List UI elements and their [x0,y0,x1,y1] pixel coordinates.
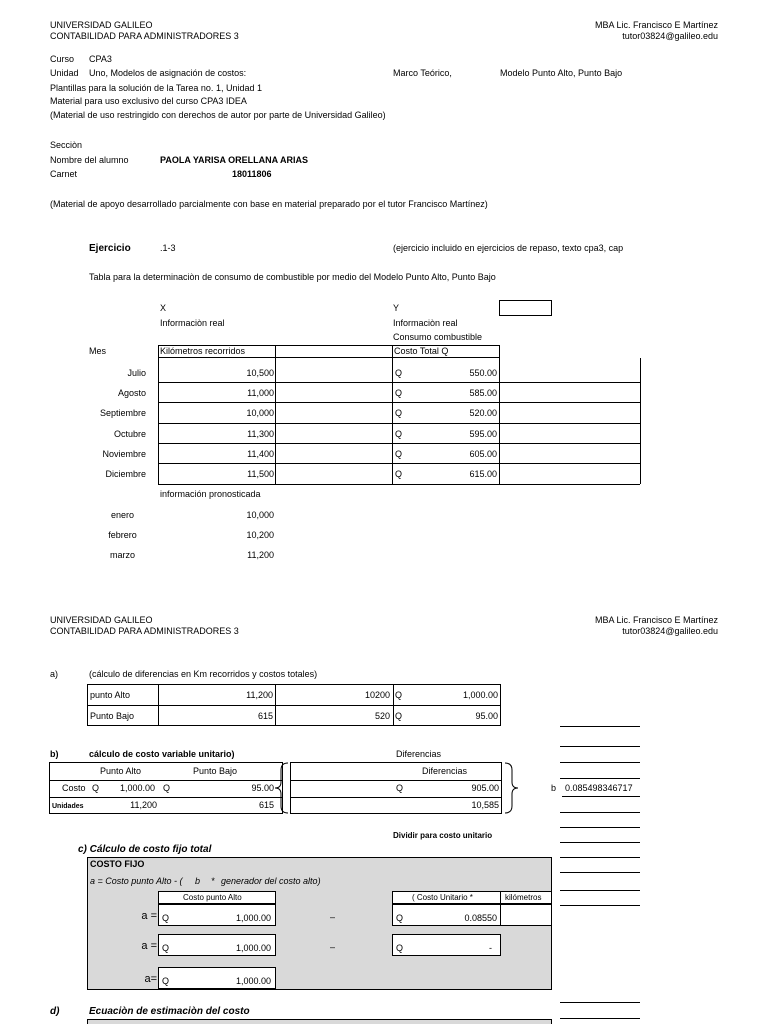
blank-line [560,746,640,747]
pronostico-label: información pronosticada [160,489,261,499]
unidad-value: Uno, Modelos de asignación de costos: [89,68,247,78]
costo-alto-value: 1,000.00 [235,913,271,923]
row-q: Q [395,469,403,479]
blank-line [560,890,640,891]
formula-star: * [211,876,215,886]
b-label: b [551,783,557,793]
empty-cell[interactable] [499,300,552,316]
a-row-q: Q [395,711,403,721]
section-d-panel [87,1019,552,1024]
a-row-q: Q [395,690,403,700]
row-km: 11,300 [247,429,274,439]
y-info: Informaciòn real [393,318,458,328]
section-d-title: Ecuaciòn de estimaciòn del costo [89,1006,250,1017]
section-b-title: cálculo de costo variable unitario) [89,749,235,759]
pron-km: 10,200 [246,530,274,540]
grid-line [392,358,393,484]
a-row-v2: 520 [374,711,390,721]
unid-bajo: 615 [258,800,274,810]
left-brace-icon [274,762,290,814]
unit-value: - [489,943,492,953]
empty-header-cell [275,345,393,358]
minus-sign: – [330,912,336,922]
y-label: Y [393,303,400,313]
row-mes: Julio [127,368,146,378]
q-symbol: Q [396,913,404,923]
b-value: 0.085498346717 [565,783,633,793]
row-mes: Diciembre [105,469,146,479]
course-title: CONTABILIDAD PARA ADMINISTRADORES 3 [50,31,239,41]
col-km: kilómetros [505,893,542,902]
grid-line [49,780,283,781]
diferencias-label: Diferencias [396,749,442,759]
costo-alto-value: 1,000.00 [235,976,271,986]
col-costo-unit: ( Costo Unitario * [412,893,473,902]
pron-mes: febrero [108,530,137,540]
tutor-email: tutor03824@galileo.edu [622,31,718,41]
minus-sign: – [330,942,336,952]
tutor-name-2: MBA Lic. Francisco E Martínez [594,615,718,625]
a-equals: a = [141,940,157,952]
row-mes: Agosto [117,388,146,398]
blank-line [560,1002,640,1003]
row-costo: 595.00 [469,429,497,439]
grid-line [87,705,501,706]
grid-line [158,484,640,485]
plantillas: Plantillas para la solución de la Tarea no. 1, Unidad 1 [50,83,262,93]
row-km: 11,400 [247,449,274,459]
a-row-v3: 95.00 [475,711,498,721]
carnet-value: 18011806 [232,169,272,179]
row-q: Q [395,429,403,439]
grid-line [640,358,641,484]
blank-line [560,827,640,828]
costo-fijo-label: COSTO FIJO [90,859,145,869]
row-costo: 615.00 [469,469,497,479]
grid-line [158,358,159,484]
blank-line [560,726,640,727]
a-row-v2: 10200 [364,690,390,700]
grid-line [158,443,640,444]
unidad-label: Unidad [50,68,79,78]
punto-alto-header: Punto Alto [100,766,142,776]
q-symbol: Q [162,913,170,923]
curso-value: CPA3 [89,54,112,64]
x-info: Informaciòn real [160,318,225,328]
row-q: Q [395,368,403,378]
tutor-name: MBA Lic. Francisco E Martínez [594,20,718,30]
row-mes: Noviembre [102,449,146,459]
marco-teorico: Marco Teórico, [393,68,452,78]
q-symbol: Q [92,783,100,793]
costo-alto: 1,000.00 [119,783,155,793]
formula-b: b [195,876,201,886]
q-symbol: Q [163,783,171,793]
row-q: Q [395,388,403,398]
blank-line [560,842,640,843]
grid-line [290,797,502,798]
x-label: X [160,303,167,313]
km-header: Kilómetros recorridos [160,346,246,356]
course-title-2: CONTABILIDAD PARA ADMINISTRADORES 3 [50,626,239,636]
pron-mes: enero [110,510,135,520]
unid-alto: 11,200 [130,800,157,810]
university-name: UNIVERSIDAD GALILEO [50,20,153,30]
a-row-name: punto Alto [90,690,131,700]
curso-label: Curso [50,54,75,64]
costo-dif: 905.00 [471,783,499,793]
q-symbol: Q [396,783,404,793]
row-q: Q [395,408,403,418]
section-d-label: d) [50,1006,60,1017]
row-km: 10,500 [246,368,274,378]
blank-line [560,1018,640,1019]
row-costo: 520.00 [469,408,497,418]
grid-line [158,684,159,726]
grid-line [158,382,640,383]
costo-header: Costo Total Q [394,346,449,356]
grid-line [49,797,283,798]
row-costo: 550.00 [469,368,497,378]
km-cell [500,904,552,926]
blank-line [560,872,640,873]
grid-line [290,780,502,781]
modelo: Modelo Punto Alto, Punto Bajo [500,68,623,78]
row-km: 11,000 [247,388,274,398]
q-symbol: Q [162,943,170,953]
blank-line [560,857,640,858]
restringido: (Material de uso restringido con derechos de autor por parte de Universidad Galileo) [50,110,386,120]
blank-line [560,812,640,813]
pron-mes: marzo [109,550,135,560]
section-a-title: (cálculo de diferencias en Km recorridos y costos totales) [89,669,318,679]
costo-alto-value: 1,000.00 [235,943,271,953]
apoyo-note: (Material de apoyo desarrollado parcialmente con base en material preparado por el tutor Francisco Martínez) [50,199,488,209]
ejercicio-num: .1-3 [160,243,176,253]
pron-km: 11,200 [247,550,274,560]
grid-line [158,423,640,424]
costo-bajo: 95.00 [251,783,274,793]
mes-header: Mes [89,346,107,356]
grid-line [275,358,276,484]
tutor-email-2: tutor03824@galileo.edu [622,626,718,636]
section-b-label: b) [50,749,59,759]
grid-line [275,684,276,726]
grid-line [393,684,394,726]
blank-line [560,778,640,779]
a-row-name: Punto Bajo [90,711,135,721]
costo-label: Costo [62,783,86,793]
grid-line [158,402,640,403]
row-q: Q [395,449,403,459]
col-costo-alto: Costo punto Alto [183,893,242,902]
alumno-label: Nombre del alumno [50,155,129,165]
ejercicio-nota: (ejercicio incluido en ejercicios de repaso, texto cpa3, cap [393,243,624,253]
university-name-2: UNIVERSIDAD GALILEO [50,615,153,625]
grid-line [499,358,500,484]
diferencias-header: Diferencias [422,766,468,776]
y-info2: Consumo combustible [393,332,483,342]
a-row-v1: 11,200 [246,690,273,700]
row-km: 10,000 [246,408,274,418]
a-equals: a= [144,973,157,985]
row-costo: 605.00 [469,449,497,459]
q-symbol: Q [162,976,170,986]
section-c-title: c) Cálculo de costo fijo total [78,844,212,855]
carnet-label: Carnet [50,169,78,179]
ejercicio-label: Ejercicio [89,243,131,254]
pron-km: 10,000 [246,510,274,520]
unid-dif: 10,585 [471,800,499,810]
blank-line [560,762,640,763]
unit-value: 0.08550 [464,913,497,923]
blank-line [560,905,640,906]
a-row-v3: 1,000.00 [462,690,498,700]
row-mes: Octubre [113,429,146,439]
material: Material para uso exclusivo del curso CPA3 IDEA [50,96,247,106]
grid-line [158,463,640,464]
dividir-note: Dividir para costo unitario [393,831,493,840]
alumno-name: PAOLA YARISA ORELLANA ARIAS [160,155,309,165]
a-equals: a = [141,910,157,922]
section-a-label: a) [50,669,59,679]
row-costo: 585.00 [469,388,497,398]
row-mes: Septiembre [99,408,146,418]
q-symbol: Q [396,943,404,953]
right-brace-icon [503,762,519,814]
unidades-label: Unidades [52,803,84,810]
a-row-v1: 615 [257,711,273,721]
formula-post: generador del costo alto) [221,876,321,886]
seccion-label: Secciòn [50,140,83,150]
tabla-title: Tabla para la determinaciòn de consumo de combustible por medio del Modelo Punto Alto, Punto Bajo [89,272,496,282]
formula-pre: a = Costo punto Alto - ( [90,876,183,886]
row-km: 11,500 [247,469,274,479]
punto-bajo-header: Punto Bajo [193,766,238,776]
